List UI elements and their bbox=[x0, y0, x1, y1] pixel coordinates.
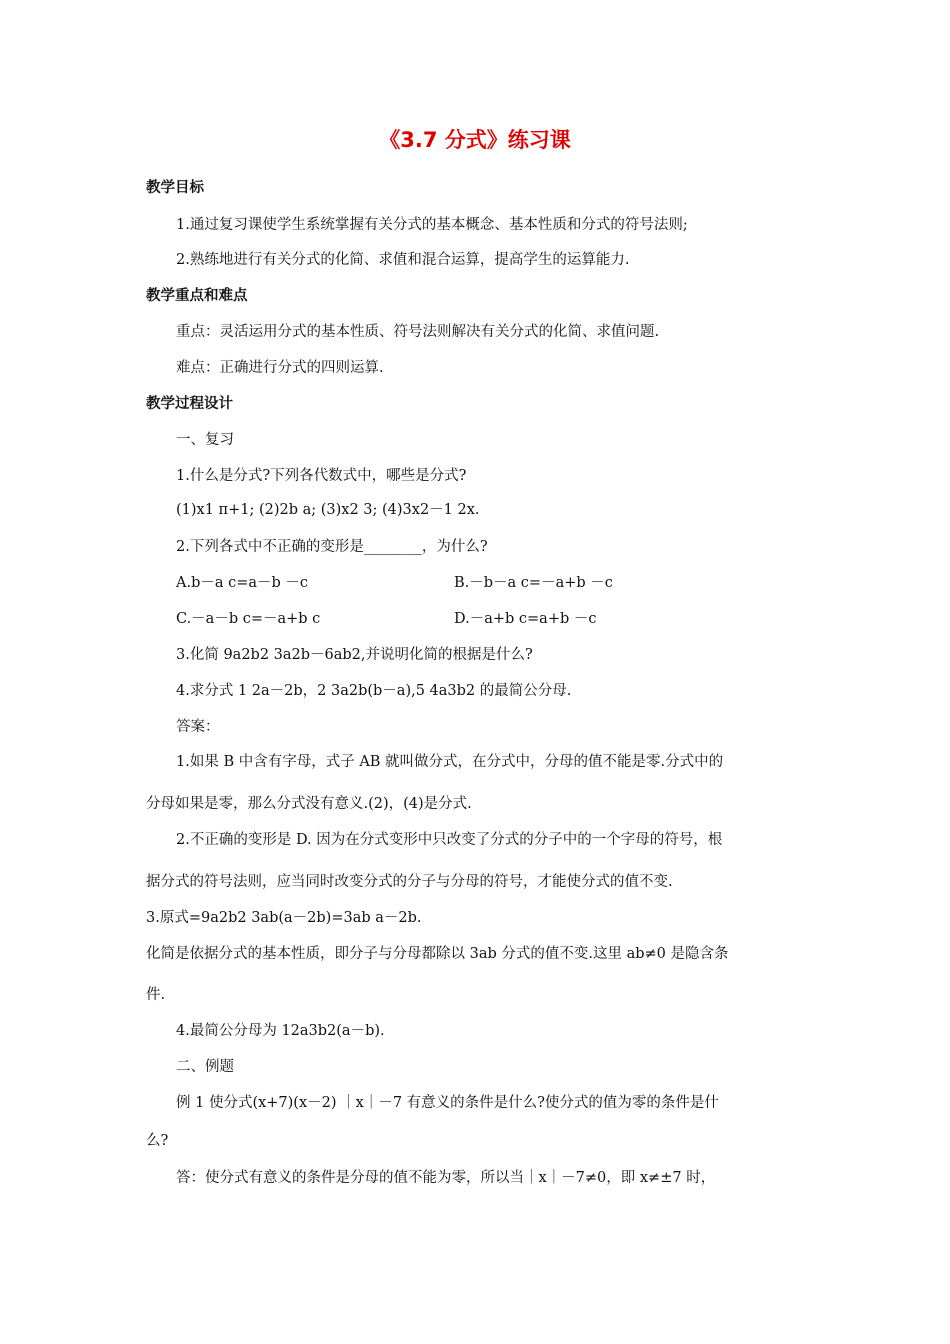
goal-2: 2.熟练地进行有关分式的化简、求值和混合运算，提高学生的运算能力. bbox=[176, 252, 630, 268]
answer-3-line-3: 件. bbox=[146, 987, 166, 1003]
key-heading: 教学重点和难点 bbox=[146, 288, 248, 304]
examples-label: 二、例题 bbox=[176, 1059, 234, 1075]
example-1-line-2: 么? bbox=[146, 1133, 169, 1149]
key-point: 重点：灵活运用分式的基本性质、符号法则解决有关分式的化简、求值问题. bbox=[176, 324, 660, 340]
difficult-point: 难点：正确进行分式的四则运算. bbox=[176, 360, 384, 376]
example-1-line-1: 例 1 使分式(x+7)(x－2) ｜x｜－7 有意义的条件是什么?使分式的值为零的条件是什 bbox=[176, 1095, 719, 1111]
document-title: 《3.7 分式》练习课 bbox=[379, 128, 571, 152]
example-1-answer: 答：使分式有意义的条件是分母的值不能为零，所以当｜x｜－7≠0，即 x≠±7 时， bbox=[176, 1170, 716, 1186]
answer-label: 答案： bbox=[176, 719, 220, 735]
goal-1: 1.通过复习课使学生系统掌握有关分式的基本概念、基本性质和分式的符号法则; bbox=[176, 217, 688, 233]
answer-1-line-1: 1.如果 B 中含有字母，式子 AB 就叫做分式，在分式中，分母的值不能是零.分式中的 bbox=[176, 754, 724, 770]
review-label: 一、复习 bbox=[176, 432, 234, 448]
answer-2-line-2: 据分式的符号法则，应当同时改变分式的分子与分母的符号，才能使分式的值不变. bbox=[146, 874, 673, 890]
answer-3-line-2: 化简是依据分式的基本性质，即分子与分母都除以 3ab 分式的值不变.这里 ab≠0 是隐含条 bbox=[146, 946, 729, 962]
question-2-option-c: C.－a－b c=－a+b c bbox=[176, 611, 321, 627]
question-1-options: (1)x1 π+1; (2)2b a; (3)x2 3; (4)3x2－1 2x. bbox=[176, 502, 480, 518]
answer-1-line-2: 分母如果是零，那么分式没有意义.(2)，(4)是分式. bbox=[146, 796, 472, 812]
question-2-option-a: A.b－a c=a－b －c bbox=[176, 575, 309, 591]
question-4: 4.求分式 1 2a－2b，2 3a2b(b－a),5 4a3b2 的最简公分母. bbox=[176, 683, 572, 699]
question-2: 2.下列各式中不正确的变形是________，为什么? bbox=[176, 539, 488, 555]
question-3: 3.化简 9a2b2 3a2b－6ab2,并说明化简的根据是什么? bbox=[176, 647, 533, 663]
answer-4: 4.最简公分母为 12a3b2(a－b). bbox=[176, 1023, 385, 1039]
goals-heading: 教学目标 bbox=[146, 180, 204, 196]
answer-2-line-1: 2.不正确的变形是 D. 因为在分式变形中只改变了分式的分子中的一个字母的符号，根 bbox=[176, 832, 723, 848]
question-2-option-b: B.－b－a c=－a+b －c bbox=[454, 575, 613, 591]
process-heading: 教学过程设计 bbox=[146, 396, 233, 412]
question-1: 1.什么是分式?下列各代数式中，哪些是分式? bbox=[176, 468, 467, 484]
question-2-option-d: D.－a+b c=a+b －c bbox=[454, 611, 597, 627]
answer-3-line-1: 3.原式=9a2b2 3ab(a－2b)=3ab a－2b. bbox=[146, 910, 422, 926]
